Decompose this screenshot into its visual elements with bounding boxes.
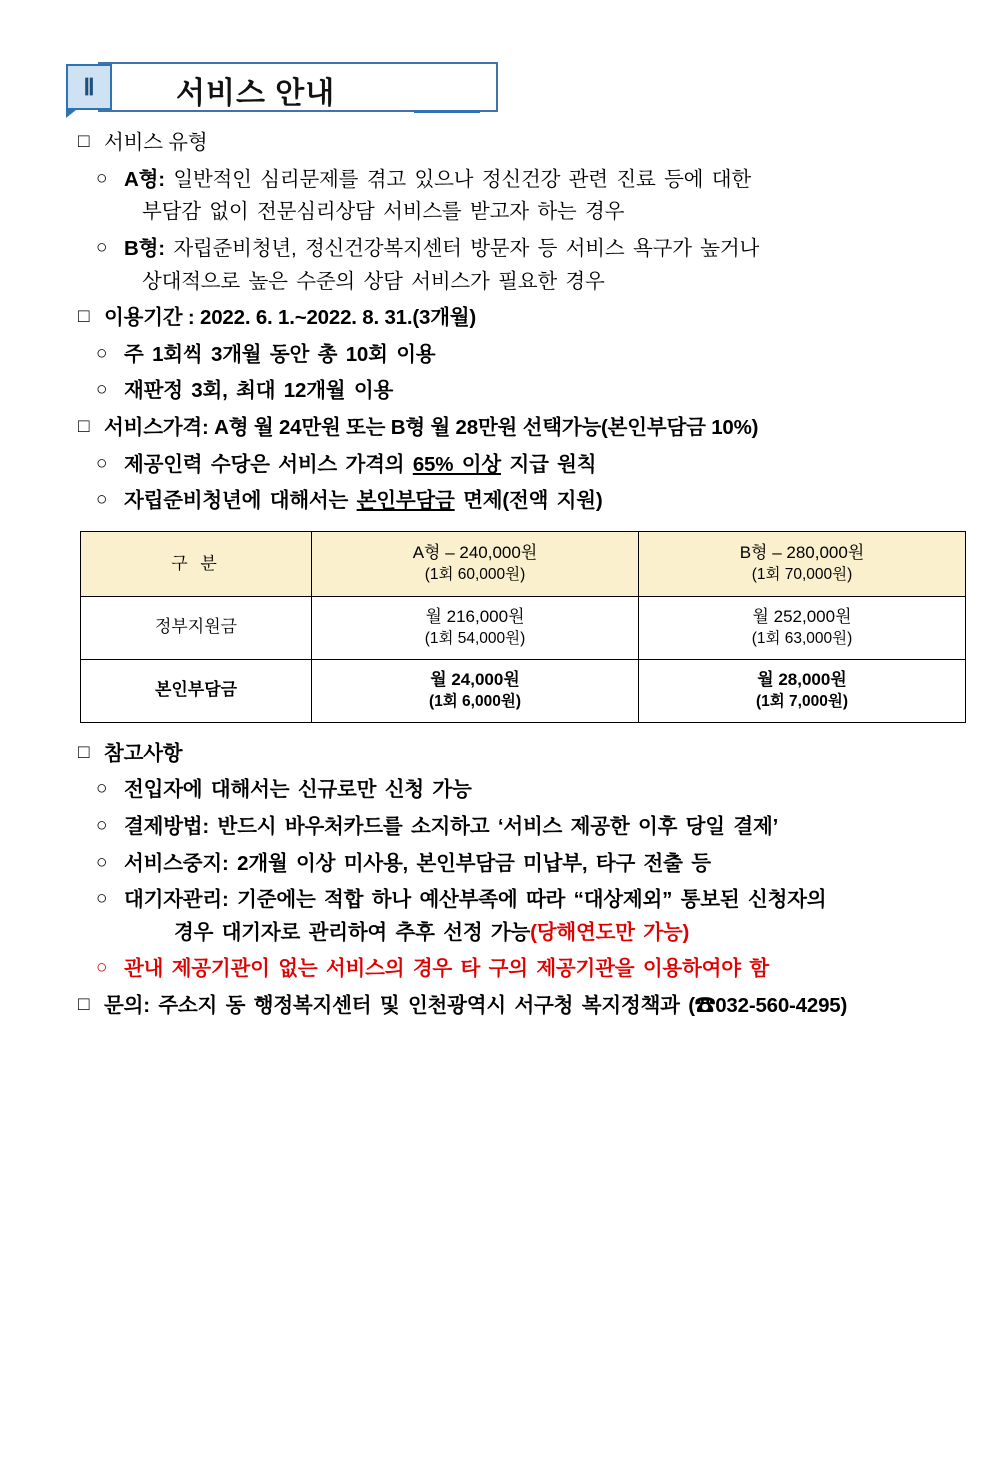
- list-item-text: [124, 167, 932, 194]
- circle-bullet-icon: ○: [96, 888, 108, 910]
- square-bullet-icon: □: [78, 416, 90, 438]
- cell-sub: (1회 63,000원): [751, 629, 853, 647]
- row-government-type-b: [639, 596, 966, 659]
- price-1-underline: 65% 이상: [412, 452, 501, 476]
- list-item-text: [124, 236, 932, 263]
- header-category-text: 구 분: [171, 553, 221, 573]
- note-4-continuation: [174, 920, 932, 947]
- header-type-b-main: B형 – 280,000원: [739, 543, 865, 563]
- price-table: [80, 531, 966, 723]
- table-row: [81, 596, 966, 659]
- note-4-cont-text: 경우 대기자로 관리하여 추후 선정 가능: [174, 920, 531, 944]
- row-label-self-pay: 본인부담금: [81, 659, 312, 722]
- list-item-period-1: [78, 342, 932, 369]
- row-self-pay-type-a: [312, 659, 639, 722]
- heading-service-type: [78, 130, 932, 157]
- list-item-note-1: [78, 777, 932, 804]
- circle-bullet-icon: ○: [96, 814, 108, 836]
- circle-bullet-icon: ○: [96, 167, 108, 189]
- type-b-text: 자립준비청년, 정신건강복지센터 방문자 등 서비스 욕구가 높거나: [173, 236, 760, 260]
- heading-text: 이용기간 : 2022. 6. 1.~2022. 8. 31.(3개월): [104, 306, 477, 330]
- square-bullet-icon: □: [78, 131, 90, 152]
- heading-period: [78, 305, 932, 332]
- circle-bullet-icon: ○: [96, 379, 108, 401]
- type-a-text: 일반적인 심리문제를 겪고 있으나 정신건강 관련 진료 등에 대한: [173, 167, 751, 191]
- heading-text: 참고사항: [104, 741, 183, 765]
- table-header-row: [81, 532, 966, 597]
- circle-bullet-icon: ○: [96, 957, 108, 979]
- note-4-cont-highlight: (당해연도만 가능): [530, 920, 690, 944]
- section-number-badge: Ⅱ: [66, 64, 112, 110]
- contact-prefix: 문의: 주소지 동 행정복지센터 및 인천광역시 서구청 복지정책과 (: [104, 994, 695, 1018]
- page-header: [66, 62, 498, 114]
- circle-bullet-icon: ○: [96, 851, 108, 873]
- contact-text: [104, 993, 932, 1020]
- header-type-a-sub: (1회 60,000원): [424, 565, 526, 583]
- list-item-note-4: [78, 887, 932, 914]
- list-item-text: 주 1회씩 3개월 동안 총 10회 이용: [124, 342, 436, 366]
- list-item-note-3: [78, 851, 932, 878]
- list-item-text: 전입자에 대해서는 신규로만 신청 가능: [124, 778, 472, 802]
- type-a-continuation: 부담감 없이 전문심리상담 서비스를 받고자 하는 경우: [142, 200, 625, 224]
- price-1-post: 지급 원칙: [500, 452, 597, 476]
- type-b-label: B형:: [124, 236, 165, 260]
- page-title: 서비스 안내: [176, 77, 336, 110]
- heading-text: 서비스 유형: [104, 131, 208, 154]
- list-item-text: 관내 제공기관이 없는 서비스의 경우 타 구의 제공기관을 이용하여야 함: [124, 957, 769, 981]
- row-government-type-a: [312, 596, 639, 659]
- list-item-price-2: [78, 488, 932, 515]
- circle-bullet-icon: ○: [96, 342, 108, 364]
- list-item-text: [124, 452, 932, 479]
- price-2-pre: 자립준비청년에 대해서는: [124, 489, 357, 513]
- cell-main: 월 24,000원: [430, 669, 520, 689]
- list-item-note-5: [78, 956, 932, 983]
- cell-main: 월 216,000원: [425, 606, 525, 626]
- list-item-type-b: [78, 236, 932, 263]
- list-item-type-a: [78, 167, 932, 194]
- cell-sub: (1회 6,000원): [429, 692, 521, 710]
- header-type-a-main: A형 – 240,000원: [412, 543, 538, 563]
- square-bullet-icon: □: [78, 741, 90, 763]
- header-badge-tail: [66, 110, 76, 118]
- row-self-pay-type-b: [639, 659, 966, 722]
- list-item-text: 대기자관리: 기준에는 적합 하나 예산부족에 따라 “대상제외” 통보된 신청자의: [124, 888, 827, 912]
- table-header-type-a: [312, 532, 639, 597]
- list-item-text: 결제방법: 반드시 바우처카드를 소지하고 ‘서비스 제공한 이후 당일 결제’: [124, 814, 779, 838]
- type-b-continuation: 상대적으로 높은 수준의 상담 서비스가 필요한 경우: [142, 269, 605, 293]
- square-bullet-icon: □: [78, 994, 90, 1016]
- heading-text: 서비스가격: A형 월 24만원 또는 B형 월 28만원 선택가능(본인부담금 10%): [104, 416, 759, 440]
- list-item-text: 서비스중지: 2개월 이상 미사용, 본인부담금 미납부, 타구 전출 등: [124, 851, 711, 875]
- price-2-post: 면제(전액 지원): [454, 489, 603, 513]
- table-header-category: [81, 532, 312, 597]
- table-header-type-b: [639, 532, 966, 597]
- row-label-government: 정부지원금: [81, 596, 312, 659]
- type-a-label: A형:: [124, 167, 165, 191]
- price-2-underline: 본인부담금: [356, 489, 455, 513]
- phone-icon: ☎: [694, 994, 716, 1018]
- cell-main: 월 28,000원: [757, 669, 847, 689]
- list-item-price-1: [78, 452, 932, 479]
- list-item-period-2: [78, 378, 932, 405]
- contact-line: [78, 993, 932, 1020]
- circle-bullet-icon: ○: [96, 778, 108, 800]
- document-page: [0, 62, 992, 1465]
- list-item-note-2: [78, 814, 932, 841]
- cell-main: 월 252,000원: [752, 606, 852, 626]
- price-1-pre: 제공인력 수당은 서비스 가격의: [124, 452, 413, 476]
- table-row: [81, 659, 966, 722]
- circle-bullet-icon: ○: [96, 489, 108, 511]
- header-type-b-sub: (1회 70,000원): [751, 565, 853, 583]
- circle-bullet-icon: ○: [96, 452, 108, 474]
- heading-price: [78, 415, 932, 442]
- cell-sub: (1회 54,000원): [424, 629, 526, 647]
- document-content: [0, 130, 992, 1020]
- list-item-text: [124, 488, 932, 515]
- contact-phone: 032-560-4295): [715, 994, 848, 1018]
- circle-bullet-icon: ○: [96, 236, 108, 258]
- title-underline: [414, 110, 480, 113]
- list-item-text: 재판정 3회, 최대 12개월 이용: [124, 379, 394, 403]
- heading-notes: [78, 741, 932, 768]
- cell-sub: (1회 7,000원): [756, 692, 848, 710]
- square-bullet-icon: □: [78, 306, 90, 328]
